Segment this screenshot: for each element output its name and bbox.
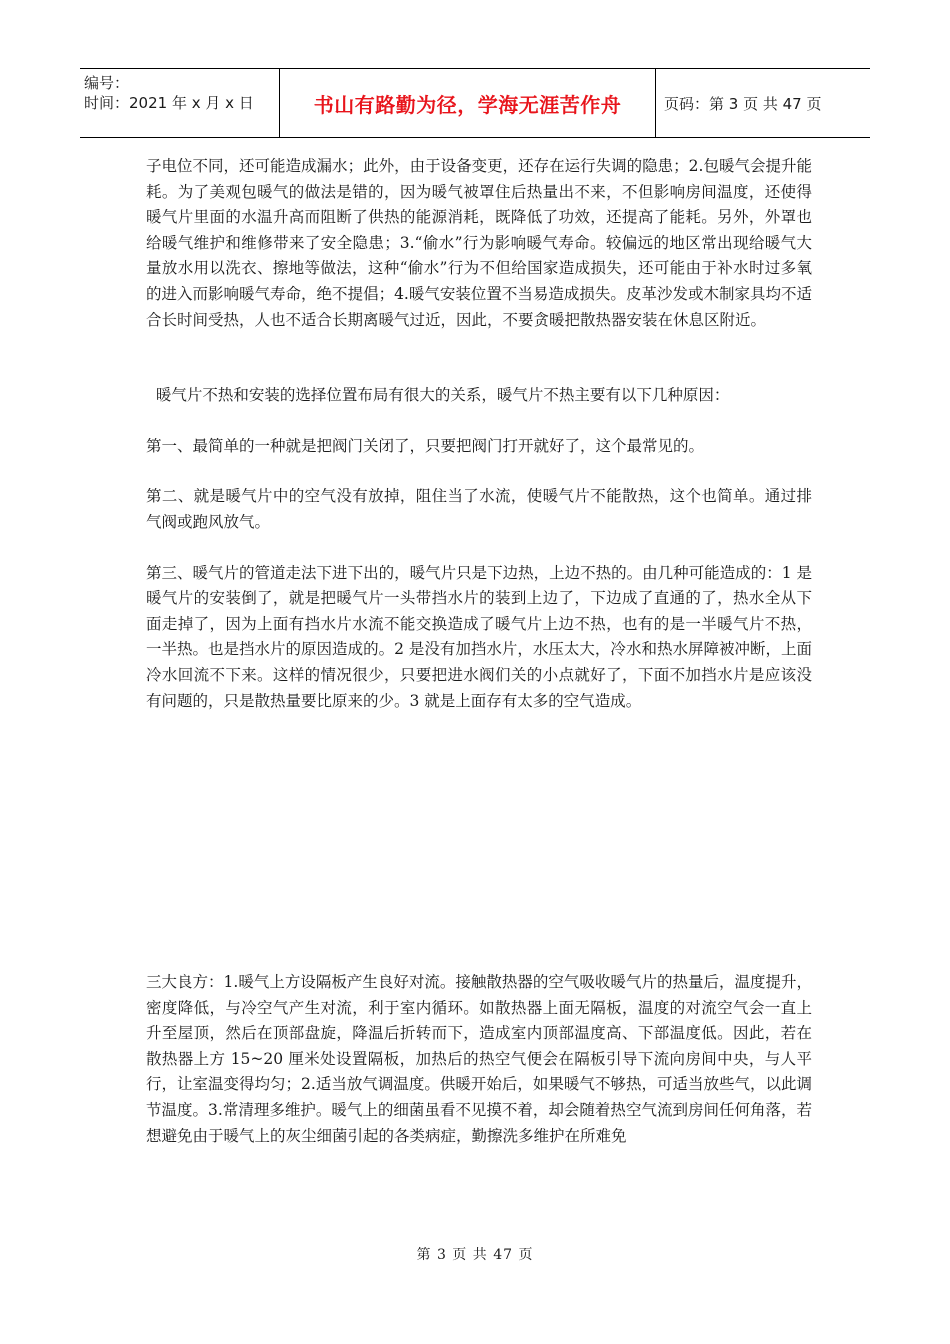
document-number-label: 编号： bbox=[84, 74, 130, 92]
header-motto: 书山有路勤为径，学海无涯苦作舟 bbox=[280, 69, 656, 137]
header-page-code: 页码：第 3 页 共 47 页 bbox=[664, 94, 822, 113]
page-header bbox=[80, 68, 870, 138]
document-body bbox=[146, 154, 812, 1149]
paragraph-3: 第一、最简单的一种就是把阀门关闭了，只要把阀门打开就好了，这个最常见的。 bbox=[146, 436, 705, 455]
header-meta bbox=[80, 69, 280, 137]
paragraph-2: 暖气片不热和安装的选择位置布局有很大的关系，暖气片不热主要有以下几种原因： bbox=[146, 386, 730, 405]
paragraph-6: 三大良方：1.暖气上方设隔板产生良好对流。接触散热器的空气吸收暖气片的热量后，温度提升，密度降低，与冷空气产生对流，利于室内循环。如散热器上面无隔板，温度的对流空气会一直上升至屋顶，然后在顶部盘旋，降温后折转而下，造成室内顶部温度高、下部温度低。因此，若在散热器上方 15~20 厘米处设置隔板，加热后的热空气便会在隔板引导下流向房间中央，与人平行，让室温变得均匀；2.适当放气调温度。供暖开始后，如果暖气不够热，可适当放些气，以此调节温度。3.常清理多维护。暖气上的细菌虽看不见摸不着，却会随着热空气流到房间任何角落，若想避免由于暖气上的灰尘细菌引起的各类病症，勤擦洗多维护在所难免 bbox=[146, 973, 812, 1145]
paragraph-4: 第二、就是暖气片中的空气没有放掉，阻住当了水流，使暖气片不能散热，这个也简单。通过排气阀或跑风放气。 bbox=[146, 487, 812, 531]
page-footer: 第 3 页 共 47 页 bbox=[416, 1247, 534, 1263]
paragraph-5: 第三、暖气片的管道走法下进下出的，暖气片只是下边热，上边不热的。由几种可能造成的：1 是暖气片的安装倒了，就是把暖气片一头带挡水片的装到上边了，下边成了直通的了，热水全从下面走掉了，因为上面有挡水片水流不能交换造成了暖气片上边不热，也有的是一半暖气片不热，一半热。也是挡水片的原因造成的。2 是没有加挡水片，水压太大，冷水和热水屏障被冲断，上面冷水回流不下来。这样的情况很少，只要把进水阀们关的小点就好了，下面不加挡水片是应该没有问题的，只是散热量要比原来的少。3 就是上面存有太多的空气造成。 bbox=[146, 563, 812, 710]
paragraph-1: 子电位不同，还可能造成漏水；此外，由于设备变更，还存在运行失调的隐患；2.包暖气会提升能耗。为了美观包暖气的做法是错的，因为暖气被罩住后热量出不来，不但影响房间温度，还使得暖气片里面的水温升高而阻断了供热的能源消耗，既降低了功效，还提高了能耗。另外，外罩也给暖气维护和维修带来了安全隐患；3.“偷水”行为影响暖气寿命。较偏远的地区常出现给暖气大量放水用以洗衣、擦地等做法，这种“偷水”行为不但给国家造成损失，还可能由于补水时过多氧的进入而影响暖气寿命，绝不提倡；4.暖气安装位置不当易造成损失。皮革沙发或木制家具均不适合长时间受热，人也不适合长期离暖气过近，因此，不要贪暖把散热器安装在休息区附近。 bbox=[146, 157, 812, 329]
document-date-label: 时间：2021 年 x 月 x 日 bbox=[84, 94, 254, 112]
